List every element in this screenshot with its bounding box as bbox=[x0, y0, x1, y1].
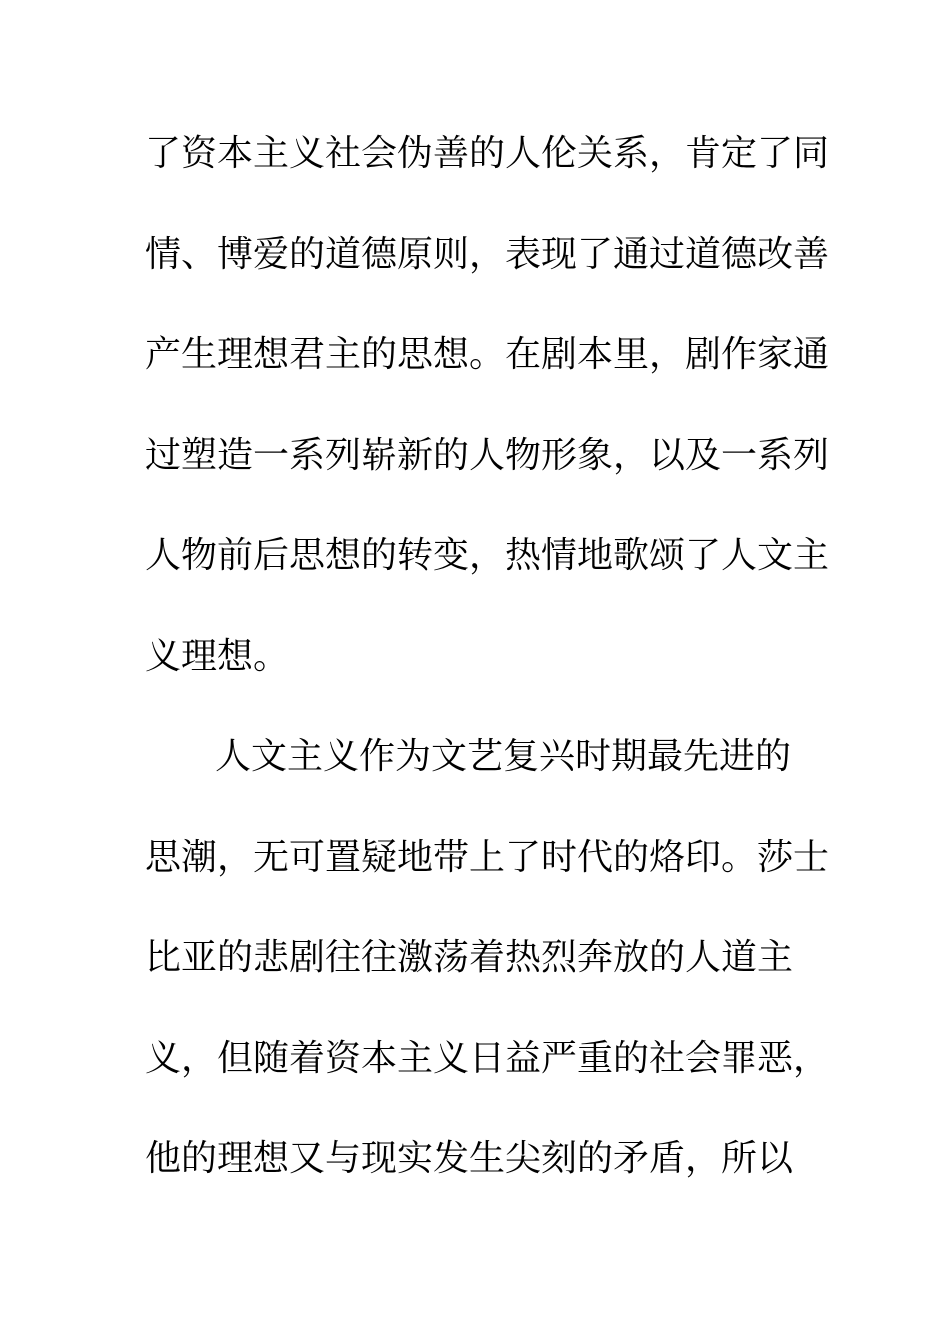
text-line: 人物前后思想的转变，热情地歌颂了人文主 bbox=[145, 535, 830, 576]
text-line: 他的理想又与现实发生尖刻的矛盾，所以 bbox=[145, 1138, 794, 1179]
text-line: 思潮，无可置疑地带上了时代的烙印。莎士 bbox=[145, 836, 830, 878]
body-text bbox=[145, 126, 830, 1232]
text-line: 比亚的悲剧往往激荡着热烈奔放的人道主 bbox=[145, 937, 794, 978]
paragraph-start-line: 人文主义作为文艺复兴时期最先进的 bbox=[215, 736, 792, 777]
text-line: 义理想。 bbox=[145, 635, 290, 677]
text-line: 过塑造一系列崭新的人物形象，以及一系列 bbox=[145, 434, 830, 476]
text-line: 了资本主义社会伪善的人伦关系，肯定了同 bbox=[145, 133, 830, 174]
text-line: 义，但随着资本主义日益严重的社会罪恶， bbox=[145, 1037, 830, 1079]
text-line: 产生理想君主的思想。在剧本里，剧作家通 bbox=[145, 334, 830, 375]
text-line: 情、博爱的道德原则，表现了通过道德改善 bbox=[145, 233, 830, 275]
